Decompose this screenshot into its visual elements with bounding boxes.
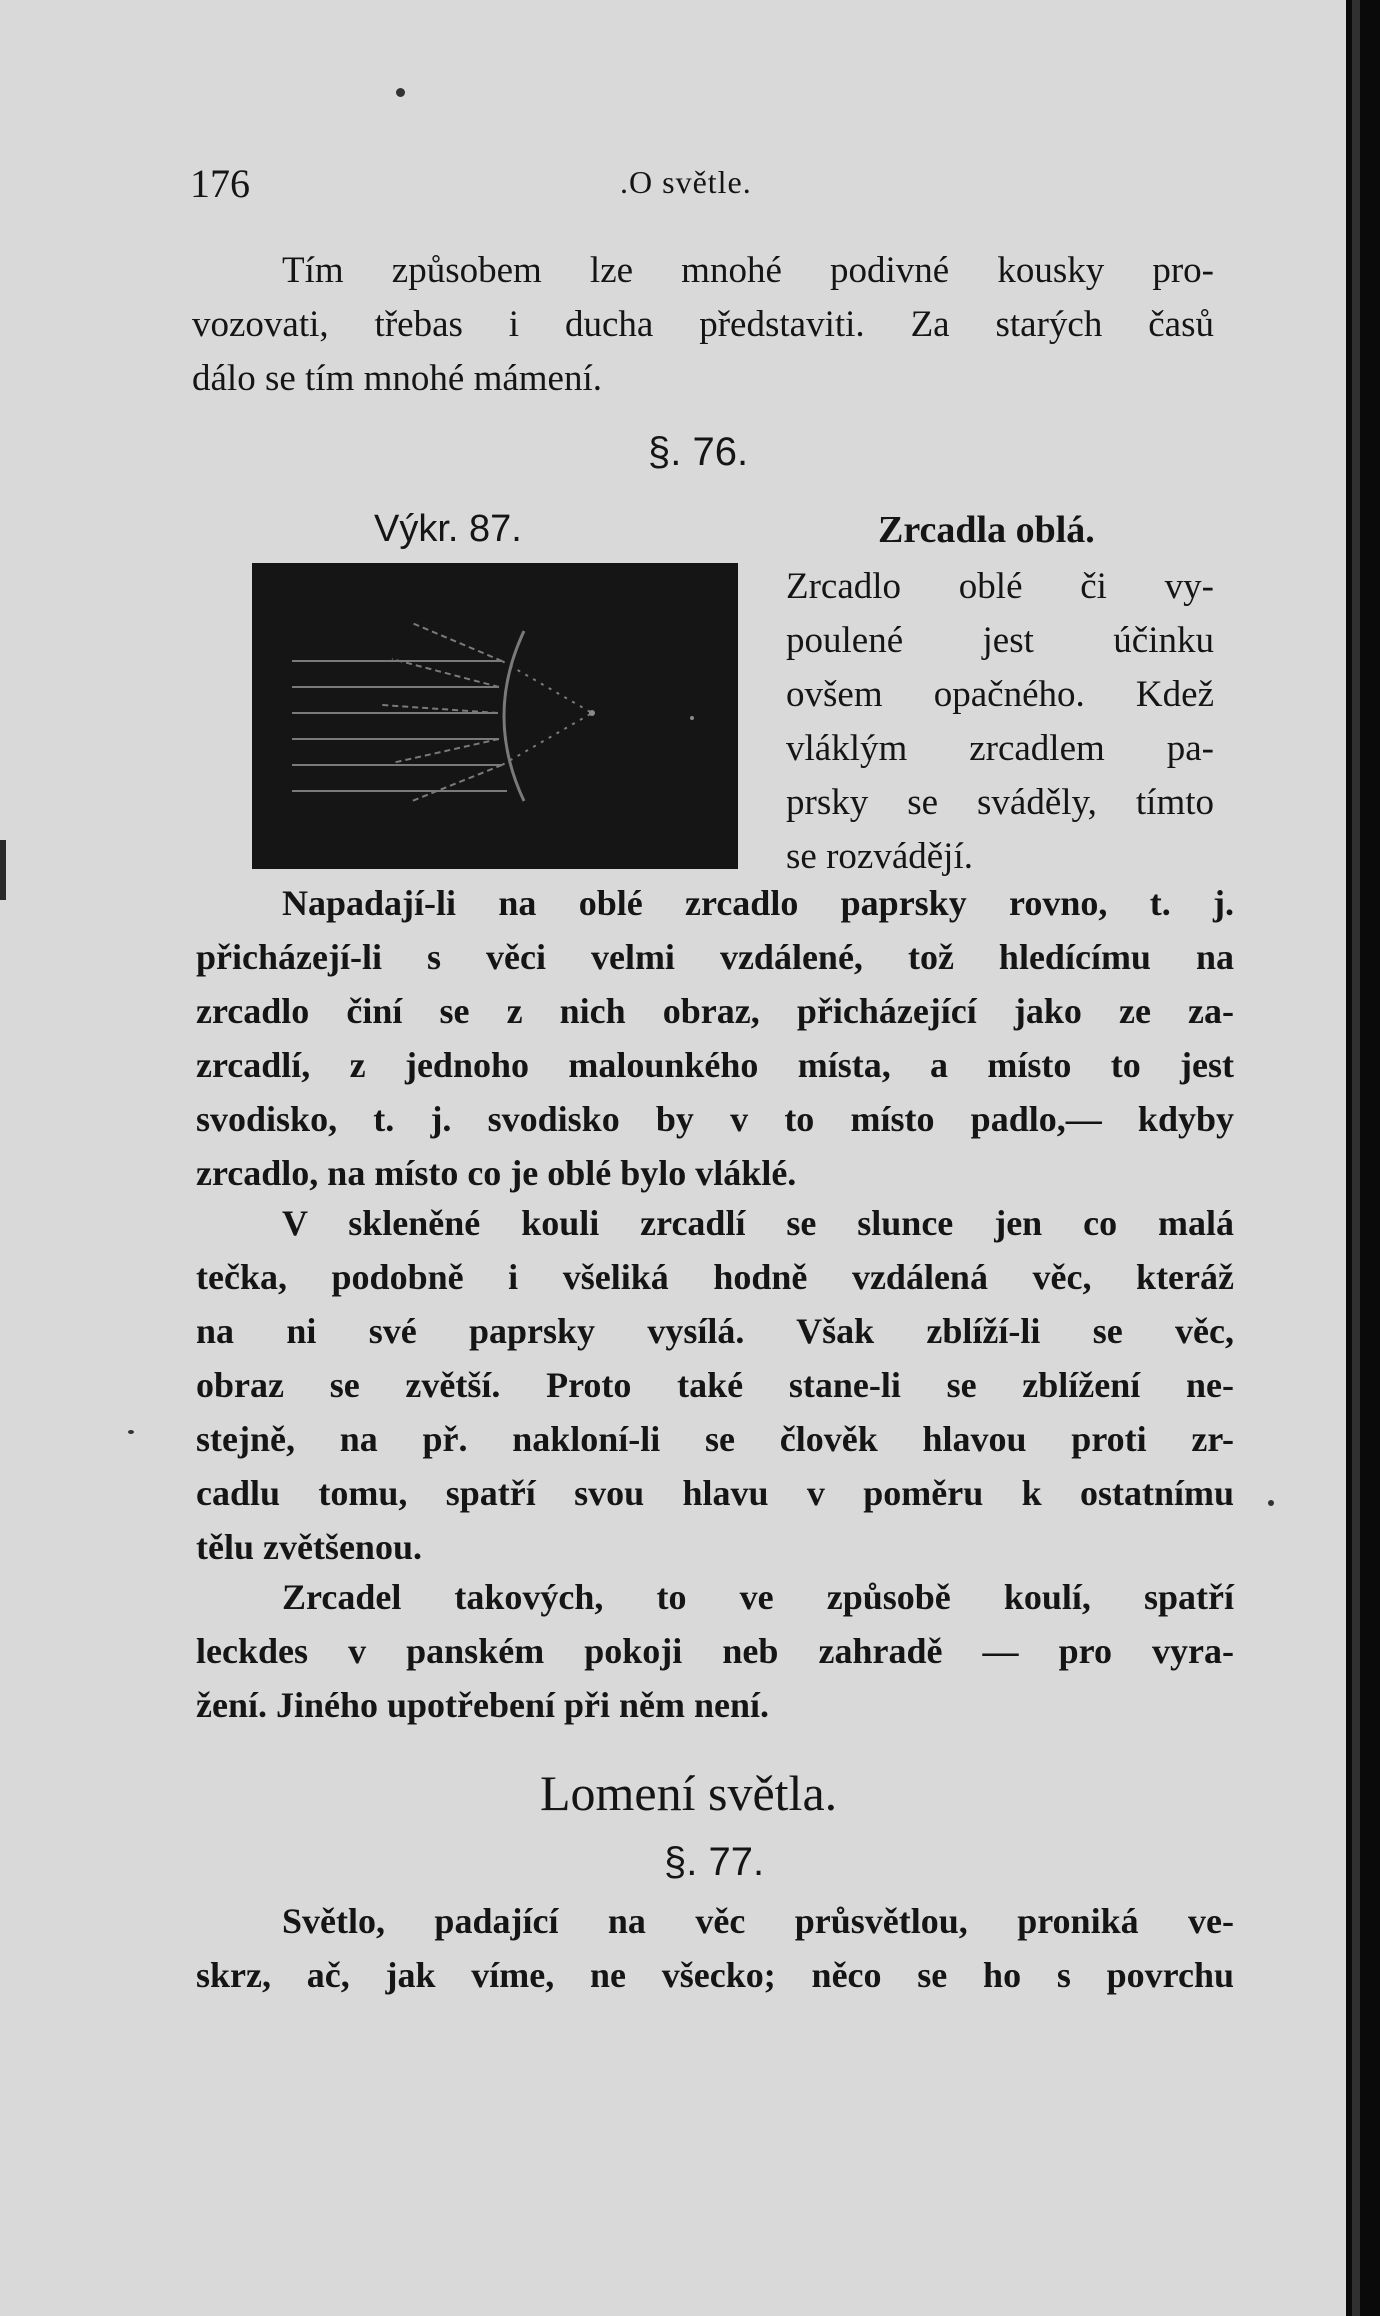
text-line: svodisko, t. j. svodisko by v to místo padlo,— kdyby xyxy=(196,1099,1234,1139)
text-line: ovšem opačného. Kdež xyxy=(786,674,1214,715)
text-line: dálo se tím mnohé mámení. xyxy=(192,358,602,399)
scan-edge-strip xyxy=(1352,0,1360,2316)
section-title: Zrcadla oblá. xyxy=(878,509,1095,551)
convex-mirror-rays-diagram-icon xyxy=(252,563,738,869)
ink-speck xyxy=(1268,1500,1274,1506)
page-number: 176 xyxy=(190,161,250,206)
text-line: Napadají-li na oblé zrcadlo paprsky rovno, t. j. xyxy=(282,883,1234,923)
text-line: tělu zvětšenou. xyxy=(196,1527,422,1567)
scan-binding-edge xyxy=(1346,0,1380,2316)
ink-speck xyxy=(396,88,405,97)
text-line: přicházejí-li s věci velmi vzdálené, tož hledícímu na xyxy=(196,937,1234,977)
text-line: žení. Jiného upotřebení při něm není. xyxy=(196,1685,770,1725)
text-line: zrcadlí, z jednoho malounkého místa, a místo to jest xyxy=(196,1045,1234,1085)
text-line: Světlo, padající na věc průsvětlou, proniká ve- xyxy=(282,1901,1234,1941)
text-line: vláklým zrcadlem pa- xyxy=(786,728,1214,769)
page-header xyxy=(190,160,1230,210)
text-line: obraz se zvětší. Proto také stane-li se zblížení ne- xyxy=(196,1365,1234,1405)
text-line: se rozvádějí. xyxy=(786,836,973,877)
text-line: zrcadlo, na místo co je oblé bylo vláklé. xyxy=(196,1153,797,1193)
text-line: tečka, podobně i všeliká hodně vzdálená věc, kteráž xyxy=(196,1257,1234,1297)
text-line: V skleněné kouli zrcadlí se slunce jen co malá xyxy=(282,1203,1234,1243)
figure-drawing xyxy=(252,563,738,869)
figure-label: Výkr. 87. xyxy=(374,508,522,550)
text-line: poulené jest účinku xyxy=(786,620,1214,661)
scan-edge-mark xyxy=(0,840,6,900)
section-number: §. 76. xyxy=(648,430,749,474)
text-line: Tím způsobem lze mnohé podivné kousky pro- xyxy=(282,250,1214,291)
section-number: §. 77. xyxy=(664,1840,765,1884)
text-line: na ni své paprsky vysílá. Však zblíží-li se věc, xyxy=(196,1311,1234,1351)
running-head: .O světle. xyxy=(620,164,752,200)
ink-speck xyxy=(128,1430,134,1434)
text-line: leckdes v panském pokoji neb zahradě — pro vyra- xyxy=(196,1631,1234,1671)
text-line: vozovati, třebas i ducha představiti. Za starých časů xyxy=(192,304,1214,345)
text-line: zrcadlo činí se z nich obraz, přicházející jako ze za- xyxy=(196,991,1234,1031)
text-line: stejně, na př. nakloní-li se člověk hlavou proti zr- xyxy=(196,1419,1234,1459)
text-line: Zrcadlo oblé či vy- xyxy=(786,566,1214,607)
text-line: cadlu tomu, spatří svou hlavu v poměru k ostatnímu xyxy=(196,1473,1234,1513)
chapter-title: Lomení světla. xyxy=(540,1765,838,1821)
text-line: prsky se sváděly, tímto xyxy=(786,782,1214,823)
text-line: Zrcadel takových, to ve způsobě koulí, spatří xyxy=(282,1577,1234,1617)
text-line: skrz, ač, jak víme, ne všecko; něco se ho s povrchu xyxy=(196,1955,1234,1995)
